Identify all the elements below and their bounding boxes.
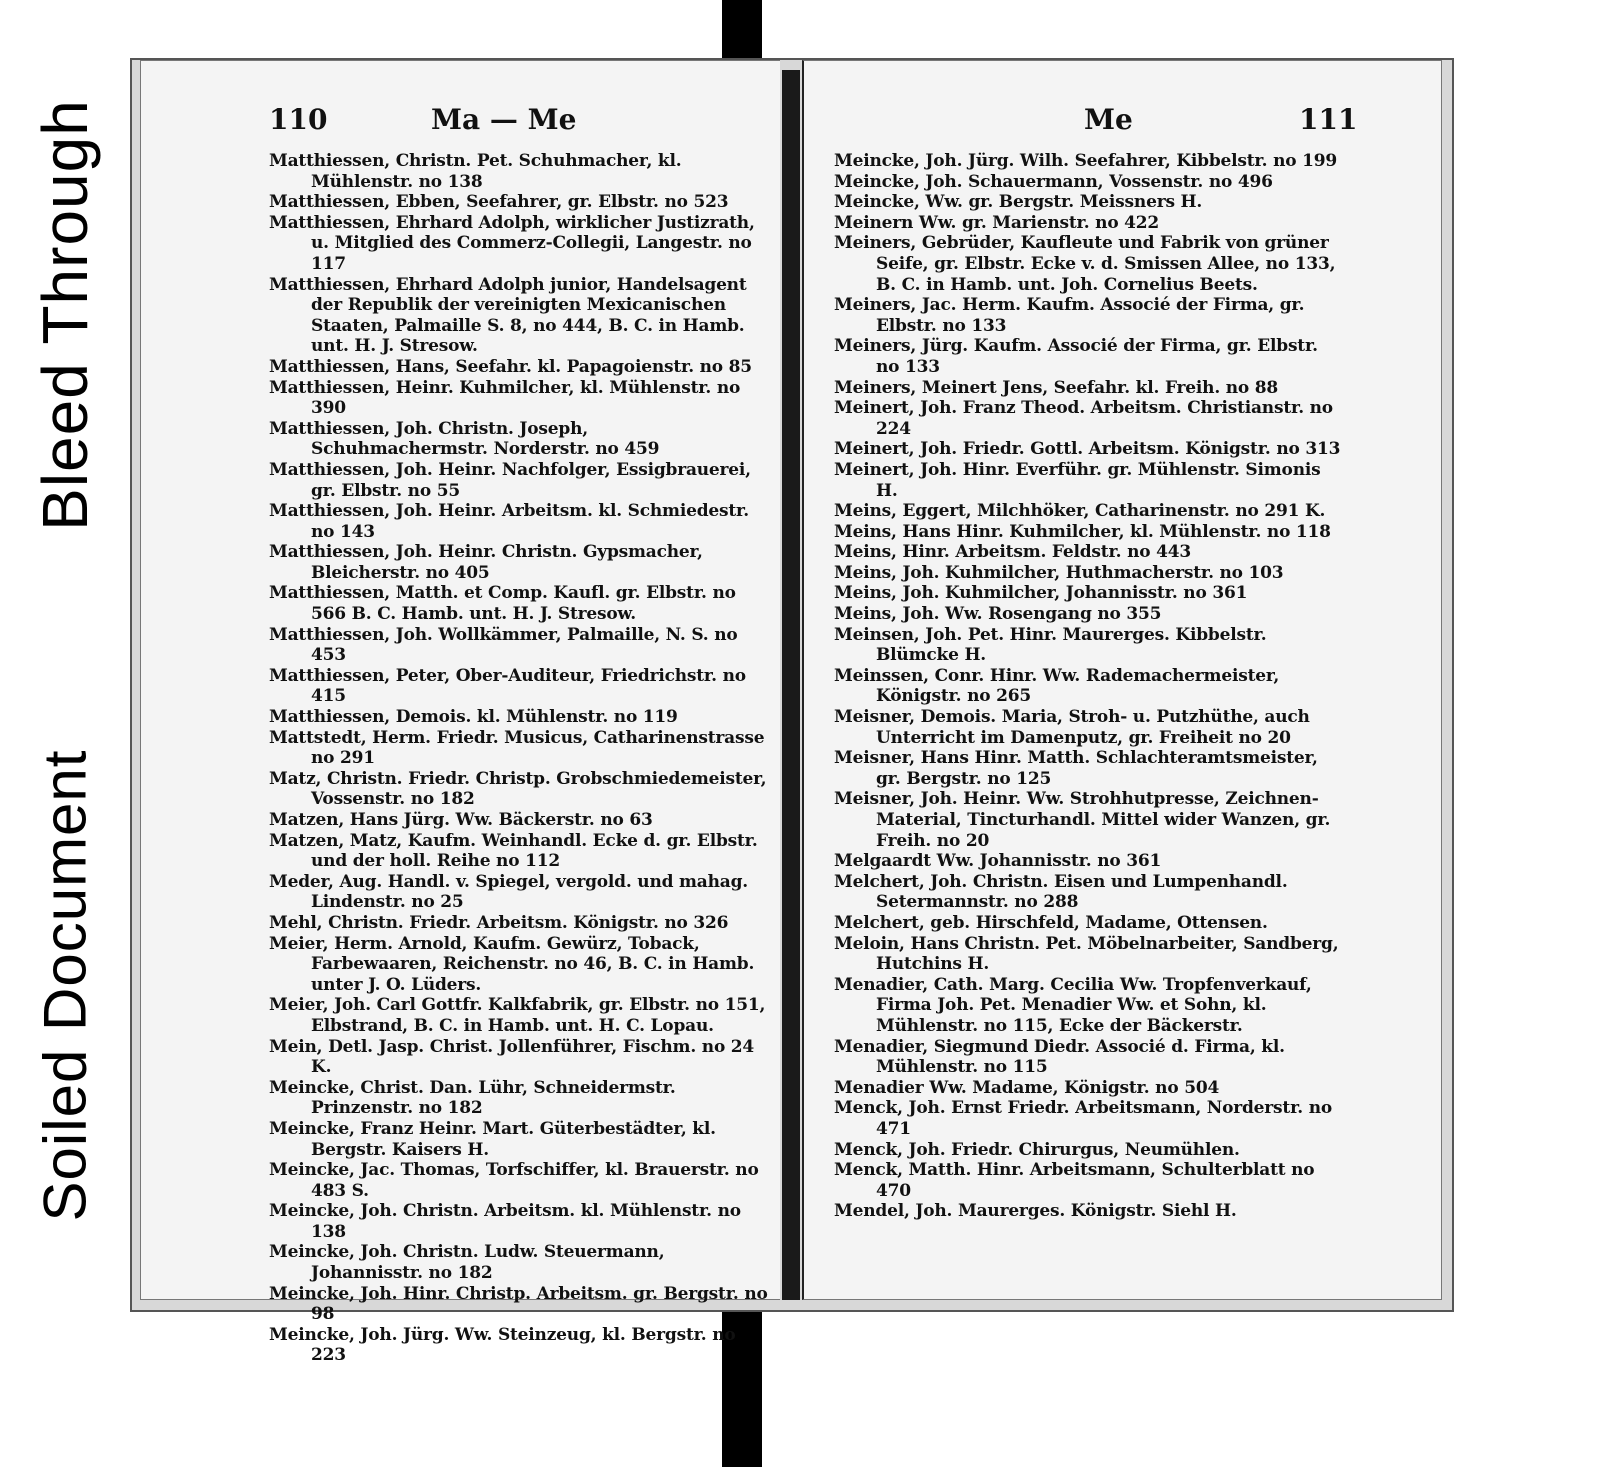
book-gutter xyxy=(782,70,800,1300)
bleed-through-label: Bleed Through xyxy=(29,99,101,531)
directory-entry: Melchert, Joh. Christn. Eisen und Lumpenhandl. Setermannstr. no 288 xyxy=(834,871,1288,913)
directory-entry: Mattstedt, Herm. Friedr. Musicus, Catharinenstrasse no 291 xyxy=(269,727,765,769)
directory-entry: Meins, Hans Hinr. Kuhmilcher, kl. Mühlenstr. no 118 xyxy=(834,521,1331,542)
directory-entry: Meins, Joh. Ww. Rosengang no 355 xyxy=(834,604,1162,625)
directory-entry: Matthiessen, Ehrhard Adolph junior, Handelsagent der Republik der vereinigten Mexicanischen Staaten, Palmaille S. 8, no 444, B. C. in Hamb. unt. H. J. Stresow. xyxy=(269,274,747,357)
right-page xyxy=(802,60,1442,1300)
soiled-document-margin-label xyxy=(0,715,130,1255)
left-page-header xyxy=(141,103,780,143)
directory-entry: Matthiessen, Joh. Christn. Joseph, Schuhmachermstr. Norderstr. no 459 xyxy=(269,418,660,460)
directory-entry: Menadier, Cath. Marg. Cecilia Ww. Tropfenverkauf, Firma Joh. Pet. Menadier Ww. et Sohn, kl. Mühlenstr. no 115, Ecke der Bäckerstr. xyxy=(834,974,1312,1036)
directory-entry: Matthiessen, Christn. Pet. Schuhmacher, kl. Mühlenstr. no 138 xyxy=(269,151,682,192)
directory-entry: Meinert, Joh. Hinr. Everführ. gr. Mühlenstr. Simonis H. xyxy=(834,459,1321,501)
directory-entry: Meiners, Meinert Jens, Seefahr. kl. Freih. no 88 xyxy=(834,377,1279,398)
open-book-scan xyxy=(130,58,1454,1366)
directory-entry: Matthiessen, Ehrhard Adolph, wirklicher Justizrath, u. Mitglied des Commerz-Collegii, Langestr. no 117 xyxy=(269,212,755,274)
bleed-through-margin-label xyxy=(0,70,130,560)
directory-entry: Menadier, Siegmund Diedr. Associé d. Firma, kl. Mühlenstr. no 115 xyxy=(834,1036,1285,1078)
directory-entry: Matthiessen, Joh. Heinr. Arbeitsm. kl. Schmiedestr. no 143 xyxy=(269,501,749,542)
directory-entry: Menck, Joh. Friedr. Chirurgus, Neumühlen. xyxy=(834,1139,1240,1160)
directory-entry: Meiners, Gebrüder, Kaufleute und Fabrik von grüner Seife, gr. Elbstr. Ecke v. d. Smissen Allee, no 133, B. C. in Hamb. unt. Joh. Cornelius Beets. xyxy=(834,233,1336,295)
directory-entry: Mendel, Joh. Maurerges. Königstr. Siehl H. xyxy=(834,1201,1237,1222)
left-page-number: 110 xyxy=(269,103,328,136)
directory-entry: Matzen, Matz, Kaufm. Weinhandl. Ecke d. gr. Elbstr. und der holl. Reihe no 112 xyxy=(269,830,758,872)
directory-entry: Matthiessen, Joh. Wollkämmer, Palmaille, N. S. no 453 xyxy=(269,624,738,666)
directory-entry: Matthiessen, Joh. Heinr. Christn. Gypsmacher, Bleicherstr. no 405 xyxy=(269,542,703,583)
directory-entry: Meisner, Hans Hinr. Matth. Schlachteramtsmeister, gr. Bergstr. no 125 xyxy=(834,748,1318,789)
directory-entry: Meins, Joh. Kuhmilcher, Huthmacherstr. no 103 xyxy=(834,562,1284,583)
directory-entry: Matthiessen, Demois. kl. Mühlenstr. no 119 xyxy=(269,707,678,728)
directory-entry: Matzen, Hans Jürg. Ww. Bäckerstr. no 63 xyxy=(269,810,653,830)
right-directory-entries xyxy=(834,151,1344,1222)
directory-entry: Meincke, Ww. gr. Bergstr. Meissners H. xyxy=(834,192,1203,213)
directory-entry: Menck, Joh. Ernst Friedr. Arbeitsmann, Norderstr. no 471 xyxy=(834,1098,1333,1139)
directory-entry: Matthiessen, Ebben, Seefahrer, gr. Elbstr. no 523 xyxy=(269,192,729,213)
directory-entry: Meisner, Demois. Maria, Stroh- u. Putzhüthe, auch Unterricht im Damenputz, gr. Freiheit no 20 xyxy=(834,707,1310,748)
right-running-header: Me xyxy=(1084,103,1133,136)
directory-entry: Meinsen, Joh. Pet. Hinr. Maurerges. Kibbelstr. Blümcke H. xyxy=(834,624,1267,666)
directory-entry: Meins, Joh. Kuhmilcher, Johannisstr. no 361 xyxy=(834,583,1248,604)
directory-entry: Meloin, Hans Christn. Pet. Möbelnarbeiter, Sandberg, Hutchins H. xyxy=(834,933,1339,975)
right-page-number: 111 xyxy=(1299,103,1358,136)
directory-entry: Matthiessen, Heinr. Kuhmilcher, kl. Mühlenstr. no 390 xyxy=(269,377,741,419)
directory-entry: Meiners, Jürg. Kaufm. Associé der Firma, gr. Elbstr. no 133 xyxy=(834,336,1318,377)
left-directory-entries xyxy=(269,151,769,1366)
directory-entry: Matthiessen, Joh. Heinr. Nachfolger, Essigbrauerei, gr. Elbstr. no 55 xyxy=(269,459,751,501)
directory-entry: Matthiessen, Matth. et Comp. Kaufl. gr. Elbstr. no 566 B. C. Hamb. unt. H. J. Stresow. xyxy=(269,583,736,625)
directory-entry: Meisner, Joh. Heinr. Ww. Strohhutpresse, Zeichnen-Material, Tincturhandl. Mittel wider Wanzen, gr. Freih. no 20 xyxy=(834,789,1331,851)
directory-entry: Meincke, Joh. Christn. Arbeitsm. kl. Mühlenstr. no 138 xyxy=(269,1201,741,1242)
directory-entry: Meincke, Joh. Jürg. Ww. Steinzeug, kl. Bergstr. no 223 xyxy=(269,1324,736,1366)
directory-entry: Meier, Joh. Carl Gottfr. Kalkfabrik, gr. Elbstr. no 151, Elbstrand, B. C. in Hamb. unt. H. C. Lopau. xyxy=(269,995,766,1036)
directory-entry: Matthiessen, Peter, Ober-Auditeur, Friedrichstr. no 415 xyxy=(269,665,746,707)
soiled-document-label: Soiled Document xyxy=(31,749,99,1221)
directory-entry: Meder, Aug. Handl. v. Spiegel, vergold. und mahag. Lindenstr. no 25 xyxy=(269,871,748,913)
directory-entry: Mein, Detl. Jasp. Christ. Jollenführer, Fischm. no 24 K. xyxy=(269,1036,755,1078)
directory-entry: Matthiessen, Hans, Seefahr. kl. Papagoienstr. no 85 xyxy=(269,356,752,377)
directory-entry: Meincke, Franz Heinr. Mart. Güterbestädter, kl. Bergstr. Kaisers H. xyxy=(269,1118,716,1160)
directory-entry: Meinssen, Conr. Hinr. Ww. Rademachermeister, Königstr. no 265 xyxy=(834,665,1280,707)
right-page-header xyxy=(804,103,1441,143)
directory-entry: Meincke, Joh. Jürg. Wilh. Seefahrer, Kibbelstr. no 199 xyxy=(834,151,1337,171)
directory-entry: Meinert, Joh. Friedr. Gottl. Arbeitsm. Königstr. no 313 xyxy=(834,439,1341,460)
directory-entry: Meier, Herm. Arnold, Kaufm. Gewürz, Toback, Farbewaaren, Reichenstr. no 46, B. C. in Hamb. unter J. O. Lüders. xyxy=(269,933,755,995)
directory-entry: Meiners, Jac. Herm. Kaufm. Associé der Firma, gr. Elbstr. no 133 xyxy=(834,295,1305,336)
directory-entry: Menadier Ww. Madame, Königstr. no 504 xyxy=(834,1077,1220,1098)
directory-entry: Meins, Eggert, Milchhöker, Catharinenstr. no 291 K. xyxy=(834,501,1326,522)
left-running-header: Ma — Me xyxy=(431,103,577,136)
directory-entry: Melgaardt Ww. Johannisstr. no 361 xyxy=(834,851,1162,872)
directory-entry: Meincke, Christ. Dan. Lühr, Schneidermstr. Prinzenstr. no 182 xyxy=(269,1077,676,1119)
directory-entry: Meincke, Joh. Christn. Ludw. Steuermann, Johannisstr. no 182 xyxy=(269,1242,665,1284)
directory-entry: Menck, Matth. Hinr. Arbeitsmann, Schulterblatt no 470 xyxy=(834,1160,1315,1201)
directory-entry: Meins, Hinr. Arbeitsm. Feldstr. no 443 xyxy=(834,542,1191,563)
directory-entry: Meinern Ww. gr. Marienstr. no 422 xyxy=(834,212,1160,233)
directory-entry: Matz, Christn. Friedr. Christp. Grobschmiedemeister, Vossenstr. no 182 xyxy=(269,768,767,810)
directory-entry: Meincke, Joh. Schauermann, Vossenstr. no 496 xyxy=(834,171,1273,192)
directory-entry: Meincke, Joh. Hinr. Christp. Arbeitsm. gr. Bergstr. no 98 xyxy=(269,1283,768,1325)
directory-entry: Mehl, Christn. Friedr. Arbeitsm. Königstr. no 326 xyxy=(269,912,729,933)
left-page xyxy=(140,60,780,1366)
directory-entry: Melchert, geb. Hirschfeld, Madame, Ottensen. xyxy=(834,912,1268,933)
directory-entry: Meinert, Joh. Franz Theod. Arbeitsm. Christianstr. no 224 xyxy=(834,398,1333,439)
directory-entry: Meincke, Jac. Thomas, Torfschiffer, kl. Brauerstr. no 483 S. xyxy=(269,1160,759,1201)
